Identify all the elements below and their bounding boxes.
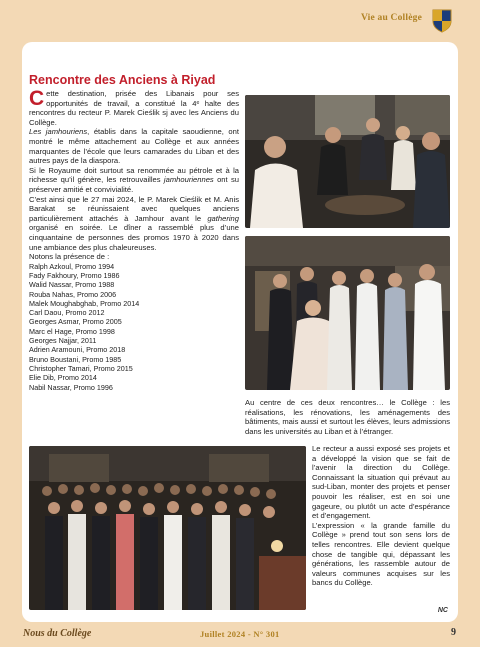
list-item: Malek Moughabghab, Promo 2014: [29, 298, 140, 308]
list-item: Elie Dib, Promo 2014: [29, 373, 97, 383]
italic-text: jamhouriennes: [163, 175, 214, 185]
list-item: Bruno Boustani, Promo 1985: [29, 354, 122, 364]
photo-lounge-group: [245, 95, 450, 228]
list-item: Georges Najjar, 2011: [29, 336, 97, 346]
italic-text: Les jamhouriens: [29, 127, 88, 137]
photo-standing-group: [245, 236, 450, 390]
paragraph-jamhouriens: [29, 127, 239, 165]
article-body-left: [29, 89, 239, 392]
caption-paragraph: L’expression « la grande famille du Collège » prend tout son sens lors de telles rencontres. Elle devient quelque chose de tangible qui, dépassant les générations, les rassemble autour de valeurs communes acquises sur les bancs du Collège.: [312, 520, 450, 588]
list-item: Christopher Tamari, Promo 2015: [29, 363, 133, 373]
magazine-name: Nous du Collège: [23, 628, 92, 639]
list-item: Rouba Nahas, Promo 2006: [29, 289, 117, 299]
caption-paragraph: Le recteur a aussi exposé ses projets et a développé la vision que se fait de l’avenir la direction du Collège. Connaissant la situation qui prévaut au sud-Liban, monter des projets et penser pouvoir les réaliser, est en soi une gageure, ou plutôt un acte d’espérance et d’engagement.: [312, 444, 450, 521]
caption-paragraph: Au centre de ces deux rencontres… le Collège : les réalisations, les rénovations, les aménagements des bâtiments, mais aussi et surtout les élèves, leurs admissions dans les universités au Liban et à l’étranger.: [245, 398, 450, 436]
paragraph-intro-text: ette destination, prisée des Libanais pour ses opportunités de travail, a constitué la 4ᵉ halte des rencontres du recteur P. Marek Cieślik sj avec les Anciens du Collège.: [29, 89, 239, 127]
list-item: Adrien Aramouni, Promo 2018: [29, 345, 126, 355]
list-item: Carl Daou, Promo 2012: [29, 308, 105, 318]
issue-label: Juillet 2024 - N° 301: [200, 629, 280, 639]
list-item: Walid Nassar, Promo 1988: [29, 280, 115, 290]
list-item: Georges Asmar, Promo 2005: [29, 317, 122, 327]
names-intro: Notons la présence de :: [29, 252, 110, 262]
page-number: 9: [451, 627, 456, 638]
names-list: [29, 262, 239, 392]
paragraph-royaume: [29, 166, 239, 195]
paragraph-date: [29, 195, 239, 253]
author-signature: NC: [437, 607, 448, 614]
section-label: Vie au Collège: [360, 13, 422, 23]
paragraph-text: , établis dans la capitale saoudienne, ont montré le même attachement au Collège et aux années marquantes de l’école que leurs camarades du Liban et des autres pays de la diaspora.: [29, 127, 239, 166]
paragraph-text: organisé en soirée. Le dîner a rassemblé plus d’une cinquantaine de personnes des promos 1970 à 2020 dans une ambiance des plus chaleureuses.: [29, 223, 239, 252]
article-title: Rencontre des Anciens à Riyad: [29, 73, 216, 87]
paragraph-intro: [29, 89, 239, 127]
italic-text: gathering: [207, 213, 239, 223]
paragraph-text: Si le Royaume doit surtout sa renommée au pétrole et à la richesse qu’il génère, les retrouvailles: [29, 165, 239, 185]
list-item: Marc el Hage, Promo 1998: [29, 326, 115, 336]
paragraph-text: ont su préserver amitié et convivialité.: [29, 175, 240, 194]
list-item: Nabil Nassar, Promo 1996: [29, 382, 113, 392]
caption-right-column: [312, 444, 450, 588]
list-item: Fady Fakhoury, Promo 1986: [29, 270, 120, 280]
dropcap: C: [29, 87, 45, 110]
college-crest-icon: [432, 9, 452, 33]
photo-dinner-group: [29, 446, 306, 610]
list-item: Ralph Azkoul, Promo 1994: [29, 261, 115, 271]
paragraph-text: C’est ainsi que le 27 mai 2024, le P. Marek Cieślik et M. Anis Barakat se réunissaient avec quelques anciens particulièrement attachés à Jamhour avant le: [29, 194, 239, 223]
